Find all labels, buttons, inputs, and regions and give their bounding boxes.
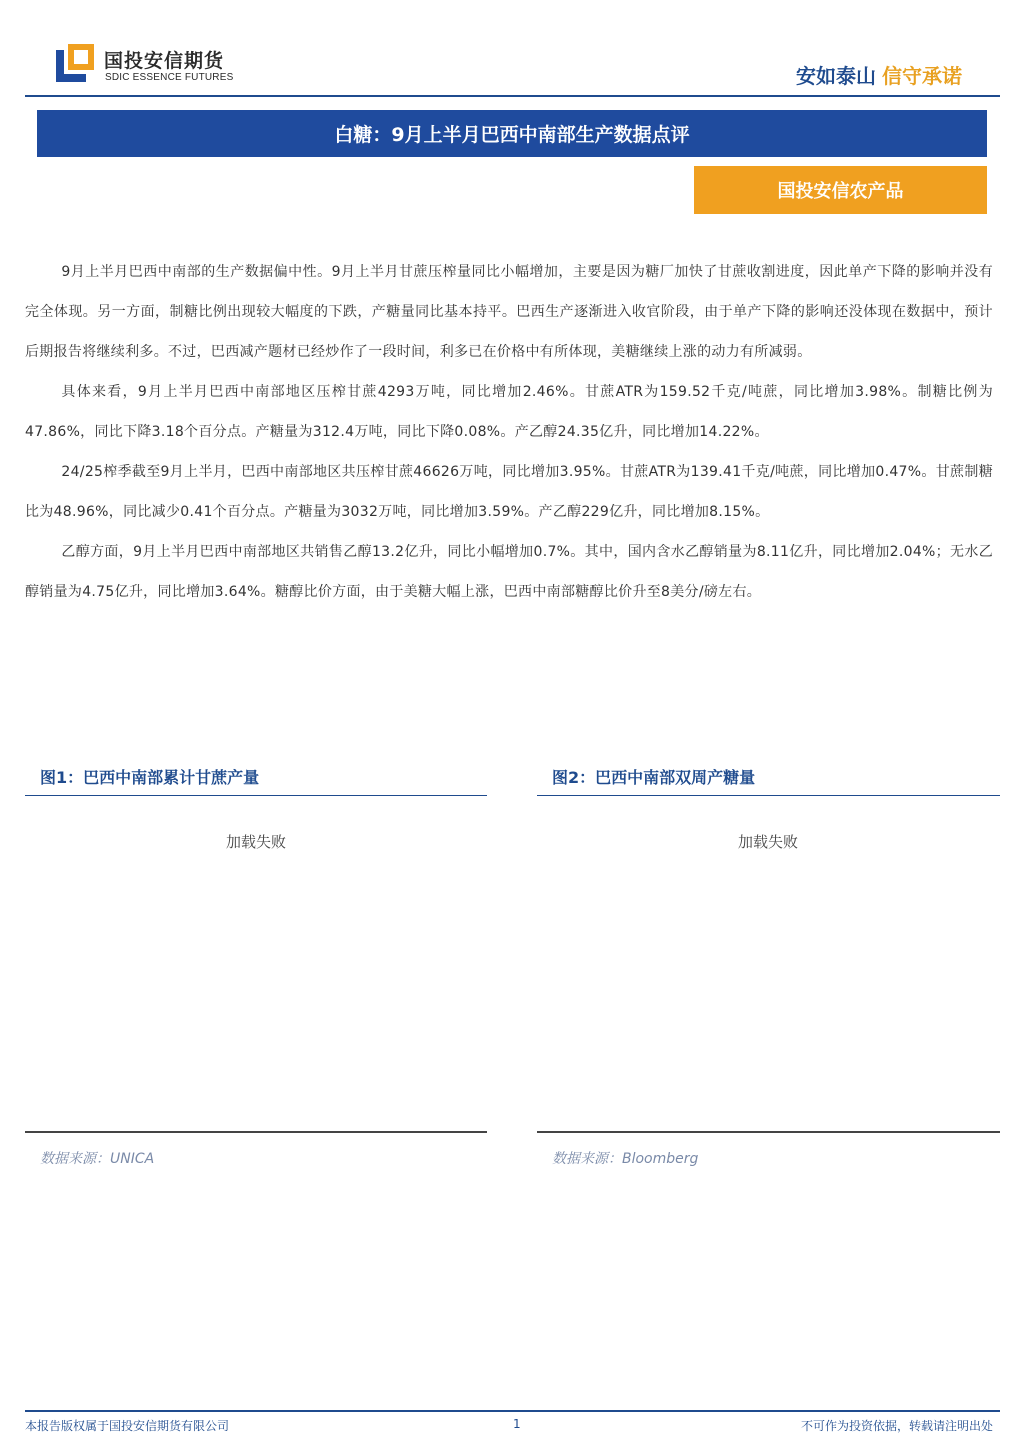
header-divider xyxy=(25,95,1000,97)
body-paragraph: 24/25榨季截至9月上半月，巴西中南部地区共压榨甘蔗46626万吨，同比增加3.95%。甘蔗ATR为139.41千克/吨蔗，同比增加0.47%。甘蔗制糖比为48.96%，同比减少0.41个百分点。产糖量为3032万吨，同比增加3.59%。产乙醇229亿升，同比增加8.15%。 xyxy=(25,464,993,520)
slogan-part1: 安如泰山 xyxy=(796,64,876,88)
report-title: 白糖：9月上半月巴西中南部生产数据点评 xyxy=(37,110,987,157)
slogan xyxy=(796,60,962,89)
company-logo-icon xyxy=(56,44,94,82)
body-paragraph: 具体来看，9月上半月巴西中南部地区压榨甘蔗4293万吨，同比增加2.46%。甘蔗ATR为159.52千克/吨蔗，同比增加3.98%。制糖比例为47.86%，同比下降3.18个百分点。产糖量为312.4万吨，同比下降0.08%。产乙醇24.35亿升，同比增加14.22%。 xyxy=(25,384,993,440)
page-number: 1 xyxy=(513,1417,521,1431)
figure-2-source: 数据来源：Bloomberg xyxy=(552,1151,699,1167)
figure-2-top-rule xyxy=(537,795,1000,796)
figure-2-bottom-rule xyxy=(537,1131,1000,1133)
figure-2-title: 图2：巴西中南部双周产糖量 xyxy=(552,768,756,787)
body-paragraph: 9月上半月巴西中南部的生产数据偏中性。9月上半月甘蔗压榨量同比小幅增加，主要是因为糖厂加快了甘蔗收割进度，因此单产下降的影响并没有完全体现。另一方面，制糖比例出现较大幅度的下跌，产糖量同比基本持平。巴西生产逐渐进入收官阶段，由于单产下降的影响还没体现在数据中，预计后期报告将继续利多。不过，巴西减产题材已经炒作了一段时间，利多已在价格中有所体现，美糖继续上涨的动力有所减弱。 xyxy=(25,264,993,360)
figure-2-load-failed: 加载失败 xyxy=(737,833,798,851)
body-paragraph: 乙醇方面，9月上半月巴西中南部地区共销售乙醇13.2亿升，同比小幅增加0.7%。其中，国内含水乙醇销量为8.11亿升，同比增加2.04%；无水乙醇销量为4.75亿升，同比增加3.64%。糖醇比价方面，由于美糖大幅上涨，巴西中南部糖醇比价升至8美分/磅左右。 xyxy=(25,544,993,600)
report-category: 国投安信农产品 xyxy=(694,166,987,214)
figure-1-source: 数据来源：UNICA xyxy=(40,1151,155,1167)
footer-copyright: 本报告版权属于国投安信期货有限公司 xyxy=(25,1419,230,1433)
logo-company-name-en: SDIC ESSENCE FUTURES xyxy=(105,72,234,83)
slogan-part2: 信守承诺 xyxy=(882,64,962,88)
report-body xyxy=(25,252,993,612)
figure-1-bottom-rule xyxy=(25,1131,487,1133)
figure-1-load-failed: 加载失败 xyxy=(225,833,286,851)
footer-divider xyxy=(25,1410,1000,1412)
figure-1-title: 图1：巴西中南部累计甘蔗产量 xyxy=(40,768,260,787)
logo-company-name: 国投安信期货 xyxy=(104,50,225,72)
figure-1-top-rule xyxy=(25,795,487,796)
footer-disclaimer: 不可作为投资依据，转载请注明出处 xyxy=(800,1419,993,1433)
